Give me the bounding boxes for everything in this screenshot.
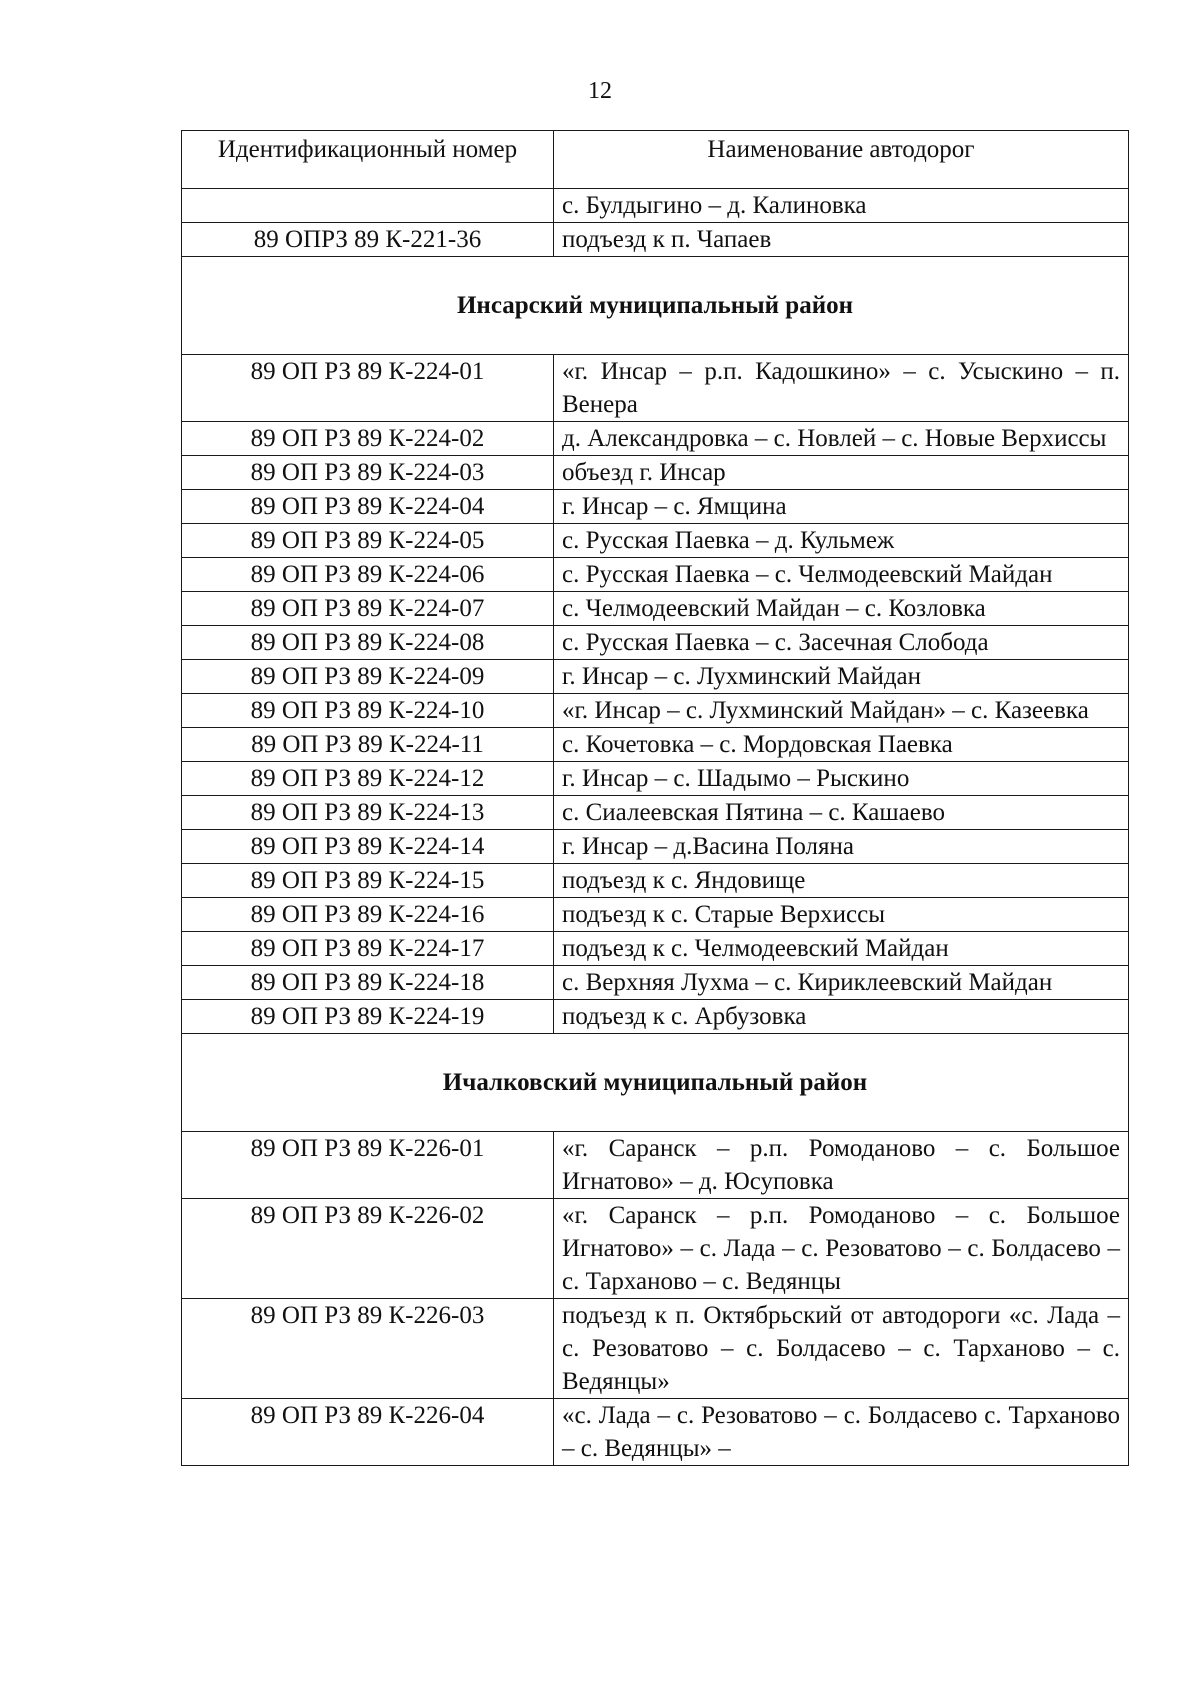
road-name: подъезд к с. Челмодеевский Майдан bbox=[554, 932, 1129, 966]
table-row bbox=[182, 223, 1129, 257]
road-id: 89 ОП РЗ 89 К-226-01 bbox=[182, 1132, 554, 1199]
road-name: г. Инсар – д.Васина Поляна bbox=[554, 830, 1129, 864]
road-id: 89 ОП РЗ 89 К-224-04 bbox=[182, 490, 554, 524]
road-name: с. Сиалеевская Пятина – с. Кашаево bbox=[554, 796, 1129, 830]
road-id: 89 ОП РЗ 89 К-224-06 bbox=[182, 558, 554, 592]
road-id: 89 ОП РЗ 89 К-224-17 bbox=[182, 932, 554, 966]
district-heading: Инсарский муниципальный район bbox=[182, 257, 1129, 355]
road-id: 89 ОП РЗ 89 К-224-13 bbox=[182, 796, 554, 830]
table-row bbox=[182, 864, 1129, 898]
road-id: 89 ОП РЗ 89 К-224-07 bbox=[182, 592, 554, 626]
page-number: 12 bbox=[588, 78, 612, 104]
road-name: с. Русская Паевка – д. Кульмеж bbox=[554, 524, 1129, 558]
table-row bbox=[182, 932, 1129, 966]
road-name: подъезд к с. Арбузовка bbox=[554, 1000, 1129, 1034]
table-row bbox=[182, 898, 1129, 932]
road-id: 89 ОП РЗ 89 К-224-15 bbox=[182, 864, 554, 898]
table-row bbox=[182, 694, 1129, 728]
table-row bbox=[182, 626, 1129, 660]
table-row bbox=[182, 592, 1129, 626]
roads-table bbox=[181, 130, 1129, 1466]
road-name: с. Кочетовка – с. Мордовская Паевка bbox=[554, 728, 1129, 762]
road-id: 89 ОП РЗ 89 К-226-03 bbox=[182, 1299, 554, 1399]
road-name: «с. Лада – с. Резоватово – с. Болдасево с. Тарханово – с. Ведянцы» – bbox=[554, 1399, 1129, 1466]
road-id: 89 ОП РЗ 89 К-224-05 bbox=[182, 524, 554, 558]
table-row bbox=[182, 1132, 1129, 1199]
road-name: подъезд к п. Чапаев bbox=[554, 223, 1129, 257]
table-row bbox=[182, 728, 1129, 762]
road-name: г. Инсар – с. Шадымо – Рыскино bbox=[554, 762, 1129, 796]
table-row bbox=[182, 422, 1129, 456]
table-row bbox=[182, 1399, 1129, 1466]
road-id: 89 ОП РЗ 89 К-224-08 bbox=[182, 626, 554, 660]
road-name: «г. Инсар – с. Лухминский Майдан» – с. Казеевка bbox=[554, 694, 1129, 728]
road-id: 89 ОП РЗ 89 К-224-18 bbox=[182, 966, 554, 1000]
road-name: с. Булдыгино – д. Калиновка bbox=[554, 189, 1129, 223]
table-row bbox=[182, 660, 1129, 694]
table-row bbox=[182, 830, 1129, 864]
road-name: «г. Инсар – р.п. Кадошкино» – с. Усыскино – п. Венера bbox=[554, 355, 1129, 422]
road-name: с. Русская Паевка – с. Засечная Слобода bbox=[554, 626, 1129, 660]
road-id: 89 ОП РЗ 89 К-224-19 bbox=[182, 1000, 554, 1034]
table-row bbox=[182, 456, 1129, 490]
table-row bbox=[182, 1299, 1129, 1399]
table-row bbox=[182, 558, 1129, 592]
road-name: с. Челмодеевский Майдан – с. Козловка bbox=[554, 592, 1129, 626]
table-header-row bbox=[182, 131, 1129, 189]
road-id: 89 ОП РЗ 89 К-226-02 bbox=[182, 1199, 554, 1299]
table-row bbox=[182, 189, 1129, 223]
table-row bbox=[182, 762, 1129, 796]
road-name: «г. Саранск – р.п. Ромоданово – с. Большое Игнатово» – с. Лада – с. Резоватово – с. Болдасево – с. Тарханово – с. Ведянцы bbox=[554, 1199, 1129, 1299]
road-name: г. Инсар – с. Ямщина bbox=[554, 490, 1129, 524]
district-heading: Ичалковский муниципальный район bbox=[182, 1034, 1129, 1132]
table-row bbox=[182, 1000, 1129, 1034]
road-name: д. Александровка – с. Новлей – с. Новые Верхиссы bbox=[554, 422, 1129, 456]
table-row bbox=[182, 490, 1129, 524]
road-id: 89 ОП РЗ 89 К-224-10 bbox=[182, 694, 554, 728]
road-id: 89 ОП РЗ 89 К-224-03 bbox=[182, 456, 554, 490]
column-header-id: Идентификационный номер bbox=[182, 131, 554, 189]
road-name: подъезд к с. Яндовище bbox=[554, 864, 1129, 898]
road-name: «г. Саранск – р.п. Ромоданово – с. Большое Игнатово» – д. Юсуповка bbox=[554, 1132, 1129, 1199]
road-id: 89 ОП РЗ 89 К-224-14 bbox=[182, 830, 554, 864]
road-name: объезд г. Инсар bbox=[554, 456, 1129, 490]
road-id: 89 ОП РЗ 89 К-226-04 bbox=[182, 1399, 554, 1466]
district-heading-row bbox=[182, 257, 1129, 355]
road-id bbox=[182, 189, 554, 223]
district-heading-row bbox=[182, 1034, 1129, 1132]
column-header-name: Наименование автодорог bbox=[554, 131, 1129, 189]
road-id: 89 ОП РЗ 89 К-224-16 bbox=[182, 898, 554, 932]
road-name: с. Верхняя Лухма – с. Кириклеевский Майдан bbox=[554, 966, 1129, 1000]
table-row bbox=[182, 796, 1129, 830]
table-row bbox=[182, 1199, 1129, 1299]
road-id: 89 ОПРЗ 89 К-221-36 bbox=[182, 223, 554, 257]
road-id: 89 ОП РЗ 89 К-224-01 bbox=[182, 355, 554, 422]
road-id: 89 ОП РЗ 89 К-224-12 bbox=[182, 762, 554, 796]
road-name: подъезд к с. Старые Верхиссы bbox=[554, 898, 1129, 932]
table-row bbox=[182, 524, 1129, 558]
road-name: с. Русская Паевка – с. Челмодеевский Майдан bbox=[554, 558, 1129, 592]
table-row bbox=[182, 966, 1129, 1000]
road-id: 89 ОП РЗ 89 К-224-02 bbox=[182, 422, 554, 456]
road-name: г. Инсар – с. Лухминский Майдан bbox=[554, 660, 1129, 694]
road-id: 89 ОП РЗ 89 К-224-09 bbox=[182, 660, 554, 694]
table-row bbox=[182, 355, 1129, 422]
road-name: подъезд к п. Октябрьский от автодороги «с. Лада – с. Резоватово – с. Болдасево – с. Тарханово – с. Ведянцы» bbox=[554, 1299, 1129, 1399]
road-id: 89 ОП РЗ 89 К-224-11 bbox=[182, 728, 554, 762]
